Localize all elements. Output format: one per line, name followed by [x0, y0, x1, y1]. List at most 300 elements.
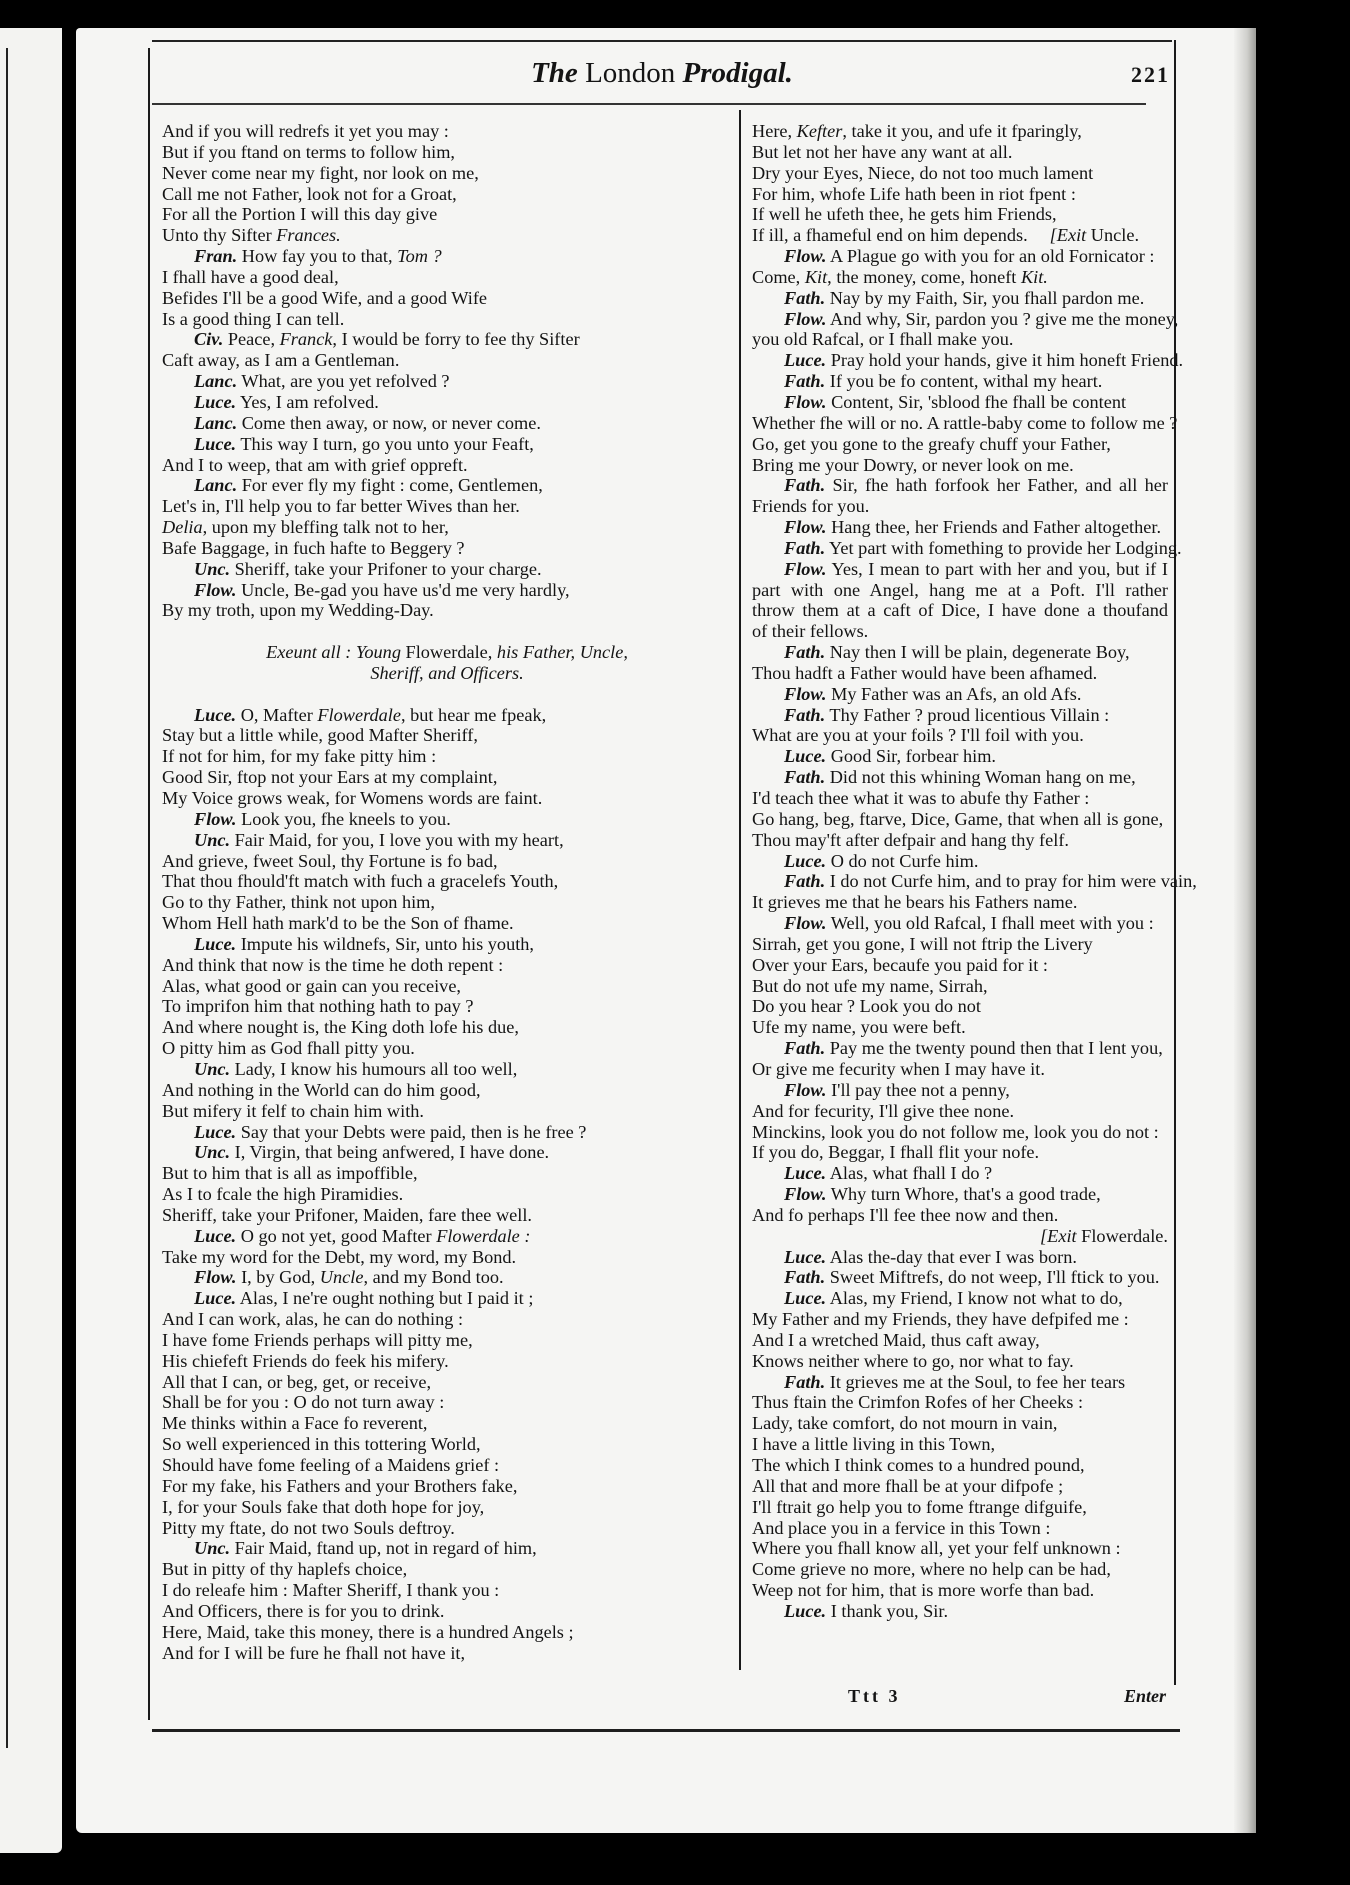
verse-line — [162, 1476, 732, 1497]
speaker-name: Unc. — [194, 1538, 231, 1559]
text: Fair Maid, for you, I love you with my heart, — [230, 829, 564, 850]
text: I do not Curfe him, and to pray for him were vain, — [825, 871, 1197, 892]
verse-line — [752, 455, 1168, 476]
verse-line — [162, 1205, 732, 1226]
speaker-name: Fath. — [784, 642, 826, 663]
text: And grieve, fweet Soul, thy Fortune is fo bad, — [162, 850, 498, 871]
text: And nothing in the World can do him good, — [162, 1079, 481, 1100]
verse-line — [752, 1538, 1168, 1559]
text: Do you hear ? Look you do not — [752, 996, 981, 1017]
text: And I to weep, that am with grief oppreft. — [162, 454, 468, 475]
speech-line — [752, 642, 1168, 663]
verse-line — [752, 329, 1168, 350]
verse-line — [752, 412, 1178, 434]
speech-line — [162, 434, 732, 455]
speech-line — [752, 1247, 1168, 1268]
verse-line — [752, 725, 1168, 746]
text: Go to thy Father, think not upon him, — [162, 892, 435, 913]
verse-line — [162, 1559, 732, 1580]
text: Uncle, Be-gad you have us'd me very hardly, — [236, 579, 570, 600]
text: If you do, Beggar, I fhall flit your nofe. — [752, 1142, 1040, 1163]
text: Content, Sir, 'sblood fhe fhall be content — [826, 391, 1127, 412]
text: Knows neither where to go, nor what to fay. — [752, 1350, 1074, 1371]
text: Over your Ears, becaufe you paid for it : — [752, 954, 1048, 975]
verse-line — [162, 746, 732, 767]
speech-line — [752, 1038, 1168, 1059]
text: My Father was an Afs, an old Afs. — [826, 683, 1082, 704]
text: Friends for you. — [752, 496, 870, 517]
verse-line — [162, 1330, 732, 1351]
text: I, by God, — [236, 1267, 320, 1288]
text: Shall be for you : O do not turn away : — [162, 1392, 445, 1413]
speaker-name: Luce. — [194, 391, 237, 412]
speaker-name: Luce. — [194, 933, 237, 954]
verse-line — [752, 1518, 1168, 1539]
italic-text: Frances. — [276, 225, 341, 246]
verse-line — [162, 1580, 732, 1601]
running-head-suffix: Prodigal. — [682, 57, 793, 89]
speaker-name: Fath. — [784, 1371, 826, 1392]
text: Take my word for the Debt, my word, my Bond. — [162, 1246, 517, 1267]
verse-line — [752, 142, 1168, 163]
page-number: 221 — [1131, 62, 1170, 87]
speaker-name: Fath. — [784, 287, 826, 308]
speaker-name: Luce. — [784, 1600, 827, 1621]
verse-line — [752, 204, 1168, 225]
text: Come, — [752, 266, 805, 287]
speech-line — [162, 705, 732, 726]
speaker-name: Flow. — [784, 391, 827, 412]
text: Bafe Baggage, in fuch hafte to Beggery ? — [162, 537, 465, 558]
speech-line — [752, 1267, 1168, 1288]
text: And for fecurity, I'll give thee none. — [752, 1100, 1015, 1121]
running-head — [148, 57, 1176, 90]
text: , I would be forry to fee thy Sifter — [332, 329, 580, 350]
text: But if you ftand on terms to follow him, — [162, 141, 455, 162]
speech-line — [752, 1288, 1168, 1309]
facing-page-frame-rule — [6, 48, 8, 1748]
verse-line — [162, 1392, 732, 1413]
speech-line — [162, 392, 732, 413]
verse-line — [162, 1622, 732, 1643]
text: Stay but a little while, good Mafter Sheriff, — [162, 725, 478, 746]
speech-line — [162, 580, 732, 601]
speaker-name: Luce. — [194, 704, 237, 725]
verse-line — [162, 1455, 732, 1476]
text: It grieves me that he bears his Fathers name. — [752, 892, 1078, 913]
text: How fay you to that, — [237, 246, 398, 267]
text: Whether fhe will or no. A rattle-baby come to follow me ? — [752, 412, 1178, 433]
speaker-name: Civ. — [194, 329, 224, 350]
text: So well experienced in this tottering World, — [162, 1434, 481, 1455]
speech-line — [752, 705, 1168, 726]
speech-line — [752, 1163, 1168, 1184]
text: Sir, fhe hath forfook her Father, and all her — [825, 475, 1168, 496]
verse-line — [752, 121, 1168, 142]
text: Me thinks within a Face fo reverent, — [162, 1413, 428, 1434]
text: If not for him, for my fake pitty him : — [162, 746, 437, 767]
text: My Father and my Friends, they have defpifed me : — [752, 1309, 1129, 1330]
verse-line — [752, 1309, 1168, 1330]
text: Where you fhall know all, yet your felf unknown : — [752, 1538, 1121, 1559]
speaker-name: Fath. — [784, 1267, 826, 1288]
text: Did not this whining Woman hang on me, — [825, 767, 1136, 788]
speaker-name: Lanc. — [194, 371, 238, 392]
verse-line — [162, 1163, 732, 1184]
text: Sheriff, take your Prifoner, Maiden, fare thee well. — [162, 1204, 533, 1225]
verse-line — [162, 767, 732, 788]
verse-line — [752, 996, 1168, 1017]
text: , the money, come, honeft — [827, 266, 1021, 287]
speech-line — [752, 851, 1168, 872]
speaker-name: Luce. — [784, 746, 827, 767]
text: Alas the-day that ever I was born. — [826, 1246, 1077, 1267]
text: His chiefeft Friends do feek his mifery. — [162, 1350, 449, 1371]
exit-direction: [Exit — [1049, 225, 1087, 246]
verse-line — [752, 1330, 1168, 1351]
verse-line — [162, 1372, 732, 1393]
speech-line — [162, 1122, 732, 1143]
verse-line — [162, 871, 732, 892]
text: O do not Curfe him. — [826, 850, 979, 871]
verse-line — [752, 225, 1168, 246]
text: But to him that is all as impoffible, — [162, 1163, 418, 1184]
text: Thy Father ? proud licentious Villain : — [825, 704, 1110, 725]
text: For my fake, his Fathers and your Brothers fake, — [162, 1475, 518, 1496]
verse-line — [752, 1017, 1168, 1038]
verse-line — [752, 267, 1168, 288]
verse-line — [752, 1351, 1168, 1372]
speech-line — [752, 371, 1168, 392]
speaker-name: Fath. — [784, 475, 826, 496]
text: I, for your Souls fake that doth hope for joy, — [162, 1496, 485, 1517]
speaker-name: Lanc. — [194, 475, 238, 496]
speech-line — [752, 1372, 1168, 1393]
speaker-name: Unc. — [194, 1058, 231, 1079]
verse-line — [162, 496, 732, 517]
text: part with one Angel, hang me at a Poft. I'll rather — [752, 579, 1168, 600]
text: Ufe my name, you were beft. — [752, 1017, 966, 1038]
speaker-name: Unc. — [194, 558, 231, 579]
speaker-name: Unc. — [194, 829, 231, 850]
speech-line — [752, 1080, 1168, 1101]
text: Fair Maid, ftand up, not in regard of him, — [230, 1538, 537, 1559]
text: Impute his wildnefs, Sir, unto his youth, — [236, 933, 534, 954]
speaker-name: Luce. — [194, 1288, 237, 1309]
verse-line — [752, 934, 1168, 955]
text: And if you will redrefs it yet you may : — [162, 121, 449, 141]
speech-line — [162, 934, 732, 955]
text: Good Sir, forbear him. — [826, 746, 997, 767]
text: Unto thy Sifter — [162, 225, 277, 246]
text: Go, get you gone to the greafy chuff your Father, — [752, 433, 1111, 454]
verse-line — [752, 1559, 1168, 1580]
text: If ill, a fhameful end on him depends. — [752, 225, 1028, 246]
verse-line — [752, 1497, 1168, 1518]
speaker-name: Flow. — [784, 1079, 827, 1100]
text: I'll pay thee not a penny, — [826, 1079, 1010, 1100]
speech-line — [162, 830, 732, 851]
verse-line — [752, 1101, 1168, 1122]
text: Sirrah, get you gone, I will not ftrip the Livery — [752, 933, 1093, 954]
frame-left-rule — [148, 48, 150, 1720]
text: Thou hadft a Father would have been afhamed. — [752, 662, 1098, 683]
text: Alas, my Friend, I know not what to do, — [826, 1288, 1123, 1309]
text: Go hang, beg, ftarve, Dice, Game, that when all is gone, — [752, 808, 1164, 829]
speaker-name: Flow. — [194, 808, 237, 829]
speech-line — [752, 475, 1168, 496]
verse-line — [752, 892, 1168, 913]
text: Dry your Eyes, Niece, do not too much lament — [752, 162, 1094, 183]
speech-line — [752, 746, 1168, 767]
text: Pray hold your hands, give it him honeft Friend. — [826, 350, 1184, 371]
verse-line — [752, 184, 1168, 205]
speech-line — [162, 1267, 732, 1288]
text: Here, Maid, take this money, there is a hundred Angels ; — [162, 1621, 574, 1642]
italic-text: Tom ? — [397, 246, 442, 267]
verse-line — [752, 1455, 1168, 1476]
text: By my troth, upon my Wedding-Day. — [162, 600, 434, 621]
speech-line — [752, 559, 1168, 580]
verse-line — [162, 184, 732, 205]
speech-line — [752, 288, 1168, 309]
text: Alas, what good or gain can you receive, — [162, 975, 461, 996]
speaker-name: Fath. — [784, 1038, 826, 1059]
speaker-name: Flow. — [784, 1184, 827, 1205]
verse-line — [162, 1434, 732, 1455]
verse-line — [752, 788, 1168, 809]
speaker-name: Luce. — [194, 1121, 237, 1142]
text: Flowerdale, — [400, 642, 497, 663]
verse-line — [162, 892, 732, 913]
speaker-name: Luce. — [784, 350, 827, 371]
speaker-name: Fath. — [784, 871, 826, 892]
column-divider — [739, 110, 741, 1670]
text: For all the Portion I will this day give — [162, 204, 438, 225]
text: A Plague go with you for an old Fornicator : — [826, 246, 1155, 267]
text: But in pitty of thy haplefs choice, — [162, 1559, 408, 1580]
verse-line — [162, 1497, 732, 1518]
text: And why, Sir, pardon you ? give me the money, — [826, 308, 1179, 329]
text: Or give me fecurity when I may have it. — [752, 1058, 1045, 1079]
speech-line — [162, 1142, 732, 1163]
speaker-name: Flow. — [784, 913, 827, 934]
text: , take it you, and ufe it fparingly, — [842, 121, 1082, 141]
verse-line — [162, 1309, 732, 1330]
text: And for I will be fure he fhall not have it, — [162, 1642, 466, 1663]
speech-line — [752, 871, 1197, 892]
verse-line — [162, 1038, 732, 1059]
speech-line — [162, 559, 732, 580]
text: I fhall have a good deal, — [162, 266, 339, 287]
text: My Voice grows weak, for Womens words are faint. — [162, 788, 543, 808]
speech-line — [752, 913, 1168, 934]
speech-line — [162, 1226, 732, 1247]
text: I have a little living in this Town, — [752, 1434, 996, 1455]
speech-line — [752, 1184, 1168, 1205]
text: If well he ufeth thee, he gets him Friends, — [752, 204, 1057, 225]
speaker-name: Flow. — [194, 1267, 237, 1288]
text-frame — [148, 40, 1197, 1720]
verse-line — [162, 600, 732, 621]
text: Lady, I know his humours all too well, — [230, 1058, 518, 1079]
text: Good Sir, ftop not your Ears at my complaint, — [162, 767, 498, 788]
page-edge-shadow — [1234, 28, 1256, 1833]
text: Should have fome feeling of a Maidens grief : — [162, 1455, 500, 1475]
running-head-prefix: The — [531, 57, 578, 89]
speech-line — [752, 308, 1179, 330]
text: Alas, I ne're ought nothing but I paid it ; — [236, 1288, 534, 1309]
text: Yes, I am refolved. — [236, 391, 379, 412]
italic-text: Delia — [162, 517, 203, 538]
text: O pitty him as God fhall pitty you. — [162, 1038, 415, 1059]
italic-text: Flowerdale : — [436, 1225, 531, 1246]
blank-line — [162, 621, 732, 642]
speaker-name: Flow. — [784, 308, 827, 329]
text: Nay then I will be plain, degenerate Boy, — [825, 642, 1130, 663]
text: Why turn Whore, that's a good trade, — [826, 1184, 1101, 1205]
verse-line — [162, 1184, 732, 1205]
text: And I a wretched Maid, thus caft away, — [752, 1329, 1040, 1350]
speaker-name: Luce. — [784, 1246, 827, 1267]
speaker-name: Fath. — [784, 537, 826, 558]
verse-line — [162, 288, 732, 309]
speech-line — [752, 767, 1168, 788]
catchword: Enter — [1123, 1686, 1166, 1706]
text: O go not yet, good Mafter — [236, 1225, 437, 1246]
text: Yes, I mean to part with her and you, but if I — [826, 558, 1168, 579]
speaker-name: Flow. — [784, 246, 827, 267]
text: I'd teach thee what it was to abufe thy Father : — [752, 788, 1090, 808]
speech-line — [162, 809, 732, 830]
text: It grieves me at the Soul, to fee her tears — [825, 1371, 1126, 1392]
verse-line — [162, 1643, 732, 1664]
speech-line — [752, 1601, 1168, 1622]
exit-character: Uncle. — [1086, 225, 1140, 246]
text: Alas, what fhall I do ? — [826, 1163, 993, 1184]
text: throw them at a caft of Dice, I have done a thoufand — [752, 600, 1168, 621]
verse-line — [162, 225, 732, 246]
verse-line — [752, 600, 1168, 621]
text: Sheriff, take your Prifoner to your charge. — [230, 558, 542, 579]
text: Caft away, as I am a Gentleman. — [162, 350, 400, 371]
verse-line — [162, 455, 732, 476]
speech-line — [162, 413, 732, 434]
text: Say that your Debts were paid, then is he free ? — [236, 1121, 587, 1142]
exit-character: Flowerdale. — [1076, 1225, 1168, 1246]
text: But mifery it felf to chain him with. — [162, 1100, 424, 1121]
speaker-name: Flow. — [784, 517, 827, 538]
verse-line — [752, 830, 1168, 851]
verse-line — [752, 976, 1168, 997]
text: Pay me the twenty pound then that I lent you, — [825, 1038, 1163, 1059]
text: Well, you old Rafcal, I fhall meet with you : — [826, 913, 1154, 934]
verse-line — [752, 580, 1168, 601]
verse-line — [752, 1392, 1168, 1413]
italic-text: Franck — [279, 329, 333, 350]
verse-line — [162, 267, 732, 288]
verse-line — [162, 1518, 732, 1539]
verse-line — [162, 1247, 732, 1268]
text: Come grieve no more, where no help can be had, — [752, 1559, 1111, 1580]
verse-line — [162, 788, 732, 809]
text: Come then away, or now, or never come. — [237, 412, 541, 433]
right-column — [752, 121, 1197, 1622]
verse-line — [752, 163, 1168, 184]
speech-line — [162, 329, 732, 350]
speaker-name: Luce. — [784, 1163, 827, 1184]
text: O, Mafter — [236, 704, 318, 725]
text: Never come near my fight, nor look on me, — [162, 162, 479, 183]
speaker-name: Luce. — [784, 1288, 827, 1309]
text: What, are you yet refolved ? — [237, 371, 450, 392]
speaker-name: Fath. — [784, 371, 826, 392]
speaker-name: Unc. — [194, 1142, 231, 1163]
top-rule — [152, 40, 1172, 42]
speech-line — [752, 392, 1168, 413]
verse-line — [752, 496, 1168, 517]
speaker-name: Flow. — [194, 579, 237, 600]
italic-text: Sheriff, and Officers. — [370, 662, 524, 683]
verse-line — [752, 1122, 1168, 1143]
text: All that I can, or beg, get, or receive, — [162, 1371, 432, 1392]
speech-line — [752, 246, 1168, 267]
text: I'll ftrait go help you to fome ftrange difguife, — [752, 1496, 1087, 1517]
text: Weep not for him, that is more worfe than bad. — [752, 1580, 1095, 1601]
book-page — [76, 28, 1256, 1833]
text: As I to fcale the high Piramidies. — [162, 1184, 404, 1205]
text: And think that now is the time he doth repent : — [162, 954, 504, 975]
verse-line — [162, 163, 732, 184]
text: Is a good thing I can tell. — [162, 308, 345, 329]
text: And place you in a fervice in this Town : — [752, 1517, 1051, 1538]
verse-line — [752, 1226, 1168, 1247]
verse-line — [752, 955, 1168, 976]
text: This way I turn, go you unto your Feaft, — [236, 433, 534, 454]
verse-line — [162, 851, 732, 872]
text: All that and more fhall be at your difpofe ; — [752, 1475, 1064, 1496]
exit-direction: [Exit — [1040, 1225, 1077, 1246]
text: Bring me your Dowry, or never look on me. — [752, 454, 1074, 475]
speech-line — [162, 1538, 732, 1559]
speech-line — [162, 371, 732, 392]
speaker-name: Luce. — [194, 433, 237, 454]
text: To imprifon him that nothing hath to pay ? — [162, 996, 474, 1017]
speaker-name: Fran. — [194, 246, 238, 267]
text: , but hear me fpeak, — [400, 704, 547, 725]
verse-line — [162, 204, 732, 225]
text: What are you at your foils ? I'll foil with you. — [752, 725, 1084, 746]
speaker-name: Luce. — [194, 1225, 237, 1246]
stage-direction — [162, 642, 732, 663]
text: Thus ftain the Crimfon Rofes of her Cheeks : — [752, 1392, 1084, 1413]
verse-line — [162, 350, 732, 371]
speech-line — [752, 517, 1168, 538]
speech-line — [162, 246, 732, 267]
italic-text: Kit. — [1020, 266, 1048, 287]
verse-line — [162, 121, 732, 142]
speech-line — [752, 350, 1184, 371]
text: Yet part with fomething to provide her Lodging. — [825, 537, 1182, 558]
verse-line — [162, 1351, 732, 1372]
facing-page-edge — [0, 28, 62, 1853]
verse-line — [162, 955, 732, 976]
text: Lady, take comfort, do not mourn in vain, — [752, 1413, 1058, 1434]
text: Nay by my Faith, Sir, you fhall pardon me. — [825, 287, 1145, 308]
speaker-name: Fath. — [784, 704, 826, 725]
verse-line — [752, 1059, 1168, 1080]
verse-line — [162, 1101, 732, 1122]
